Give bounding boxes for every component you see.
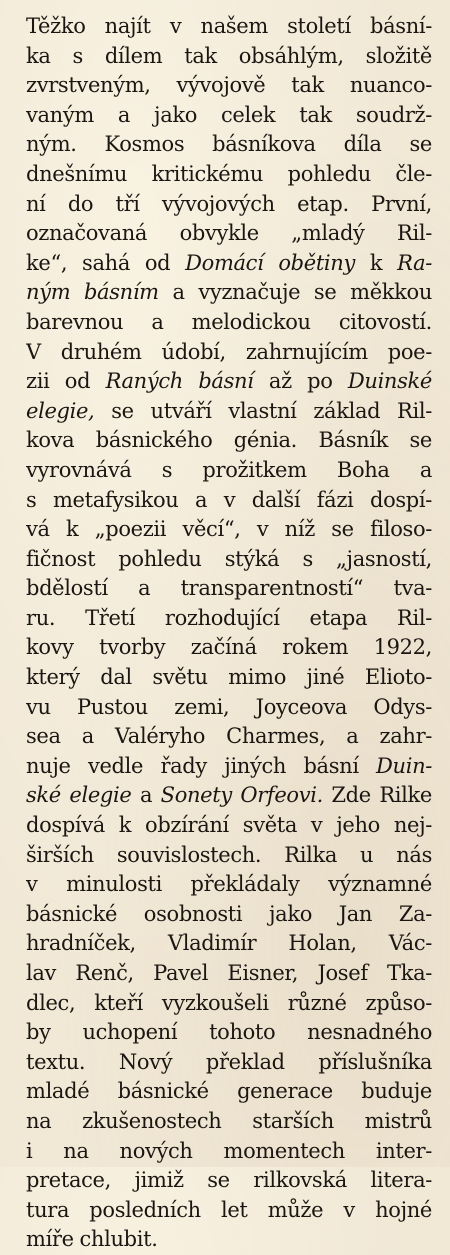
italic-title-text: Duinské xyxy=(347,369,432,394)
text-segment: na zkušenostech starších mistrů xyxy=(26,1108,432,1133)
italic-title-text: ným básním xyxy=(26,280,159,305)
text-segment: až po xyxy=(253,369,348,394)
text-line xyxy=(26,633,432,663)
text-line xyxy=(26,870,432,900)
text-segment: zvrstveným, vývojově tak nuanco- xyxy=(26,73,432,98)
text-segment: a xyxy=(131,783,161,808)
text-segment: i na nových momentech inter- xyxy=(26,1138,432,1163)
italic-title-text: Domácí obětiny xyxy=(185,250,355,275)
text-segment: pretace, jimiž se rilkovská litera- xyxy=(26,1168,432,1193)
text-segment: nuje vedle řady jiných básní xyxy=(26,753,377,778)
text-segment: a vyznačuje se měkkou xyxy=(158,280,432,305)
text-line xyxy=(26,693,432,723)
italic-title-text: elegie, xyxy=(26,398,95,423)
text-segment: vaným a jako celek tak soudrž- xyxy=(26,102,432,127)
text-line xyxy=(26,752,432,782)
text-line xyxy=(26,190,432,220)
text-line xyxy=(26,71,432,101)
text-segment: ným. Kosmos básníkova díla se xyxy=(26,132,432,157)
text-segment: v minulosti překládaly významné xyxy=(26,872,432,897)
text-segment: který dal světu mimo jiné Elioto- xyxy=(26,665,432,690)
text-line xyxy=(26,929,432,959)
text-line xyxy=(26,841,432,871)
text-line xyxy=(26,1196,432,1226)
text-segment: širších souvislostech. Rilka u nás xyxy=(26,842,432,867)
text-segment: zii od xyxy=(26,369,106,394)
text-segment: vá k „poezii věcí“, v níž se filoso- xyxy=(26,517,432,542)
body-paragraph xyxy=(26,12,432,1255)
text-segment: ke“, sahá od xyxy=(26,250,186,275)
text-line xyxy=(26,219,432,249)
text-segment: sea a Valéryho Charmes, a zahr- xyxy=(26,724,432,749)
text-segment: ru. Třetí rozhodující etapa Ril- xyxy=(26,605,432,630)
text-line xyxy=(26,1166,432,1196)
text-segment: lav Renč, Pavel Eisner, Josef Tka- xyxy=(26,961,432,985)
text-line xyxy=(26,367,432,397)
italic-title-text: ské elegie xyxy=(26,783,132,808)
text-line xyxy=(26,12,432,42)
text-line xyxy=(26,1077,432,1107)
text-line xyxy=(26,456,432,486)
text-line xyxy=(26,42,432,72)
text-segment: textu. Nový překlad příslušníka xyxy=(26,1049,432,1074)
text-line xyxy=(26,545,432,575)
italic-title-text: Raných básní xyxy=(105,369,254,394)
text-line xyxy=(26,160,432,190)
text-segment: kova básnického génia. Básník se xyxy=(26,428,432,453)
text-line xyxy=(26,486,432,516)
text-segment: Těžko najít v našem století básní- xyxy=(26,14,432,38)
text-segment: s metafysikou a v další fázi dospí- xyxy=(26,487,432,512)
text-line xyxy=(26,1048,432,1078)
text-line xyxy=(26,426,432,456)
text-line xyxy=(26,811,432,841)
text-line xyxy=(26,308,432,338)
text-line xyxy=(26,515,432,545)
text-line xyxy=(26,1137,432,1167)
text-segment: dlec, kteří vyzkoušeli různé způso- xyxy=(26,990,432,1015)
text-line xyxy=(26,278,432,308)
italic-title-text: Ra- xyxy=(397,250,432,275)
text-segment: tura posledních let může v hojné xyxy=(26,1197,432,1222)
text-segment: míře chlubit. xyxy=(26,1227,158,1252)
italic-title-text: Duin- xyxy=(376,753,432,778)
text-segment: dnešnímu kritickému pohledu čle- xyxy=(26,161,432,186)
text-segment: hradníček, Vladimír Holan, Vác- xyxy=(26,931,432,956)
text-line xyxy=(26,1018,432,1048)
text-segment: dospívá k obzírání světa v jeho nej- xyxy=(26,813,432,838)
text-line xyxy=(26,989,432,1019)
text-segment: ní do tří vývojových etap. První, xyxy=(26,191,432,216)
text-line xyxy=(26,604,432,634)
text-segment: k xyxy=(354,250,398,275)
text-line xyxy=(26,1225,432,1255)
text-segment: vu Pustou zemi, Joyceova Odys- xyxy=(26,694,432,719)
italic-title-text: Sonety Orfeovi. xyxy=(160,783,323,808)
text-segment: kovy tvorby začíná rokem 1922, xyxy=(26,635,432,660)
text-line xyxy=(26,101,432,131)
text-segment: Zde Rilke xyxy=(322,783,432,808)
text-line xyxy=(26,722,432,752)
text-segment: barevnou a melodickou citovostí. xyxy=(26,309,432,334)
text-segment: vyrovnává s prožitkem Boha a xyxy=(26,457,432,482)
text-line xyxy=(26,397,432,427)
text-segment: by uchopení tohoto nesnadného xyxy=(26,1020,432,1045)
text-line xyxy=(26,663,432,693)
text-line xyxy=(26,338,432,368)
text-segment: označovaná obvykle „mladý Ril- xyxy=(26,221,432,246)
text-line xyxy=(26,959,432,989)
text-segment: fičnost pohledu stýká s „jasností, xyxy=(26,546,432,571)
text-line xyxy=(26,574,432,604)
text-segment: bdělostí a transparentností“ tva- xyxy=(26,576,432,601)
text-segment: se utváří vlastní základ Ril- xyxy=(94,398,432,423)
text-segment: ka s dílem tak obsáhlým, složitě xyxy=(26,43,432,68)
text-line xyxy=(26,1107,432,1137)
text-segment: V druhém údobí, zahrnujícím poe- xyxy=(26,339,432,364)
text-segment: básnické osobnosti jako Jan Za- xyxy=(26,901,432,926)
text-line xyxy=(26,249,432,279)
text-line xyxy=(26,130,432,160)
text-line xyxy=(26,781,432,811)
text-line xyxy=(26,900,432,930)
text-segment: mladé básnické generace buduje xyxy=(26,1079,432,1104)
